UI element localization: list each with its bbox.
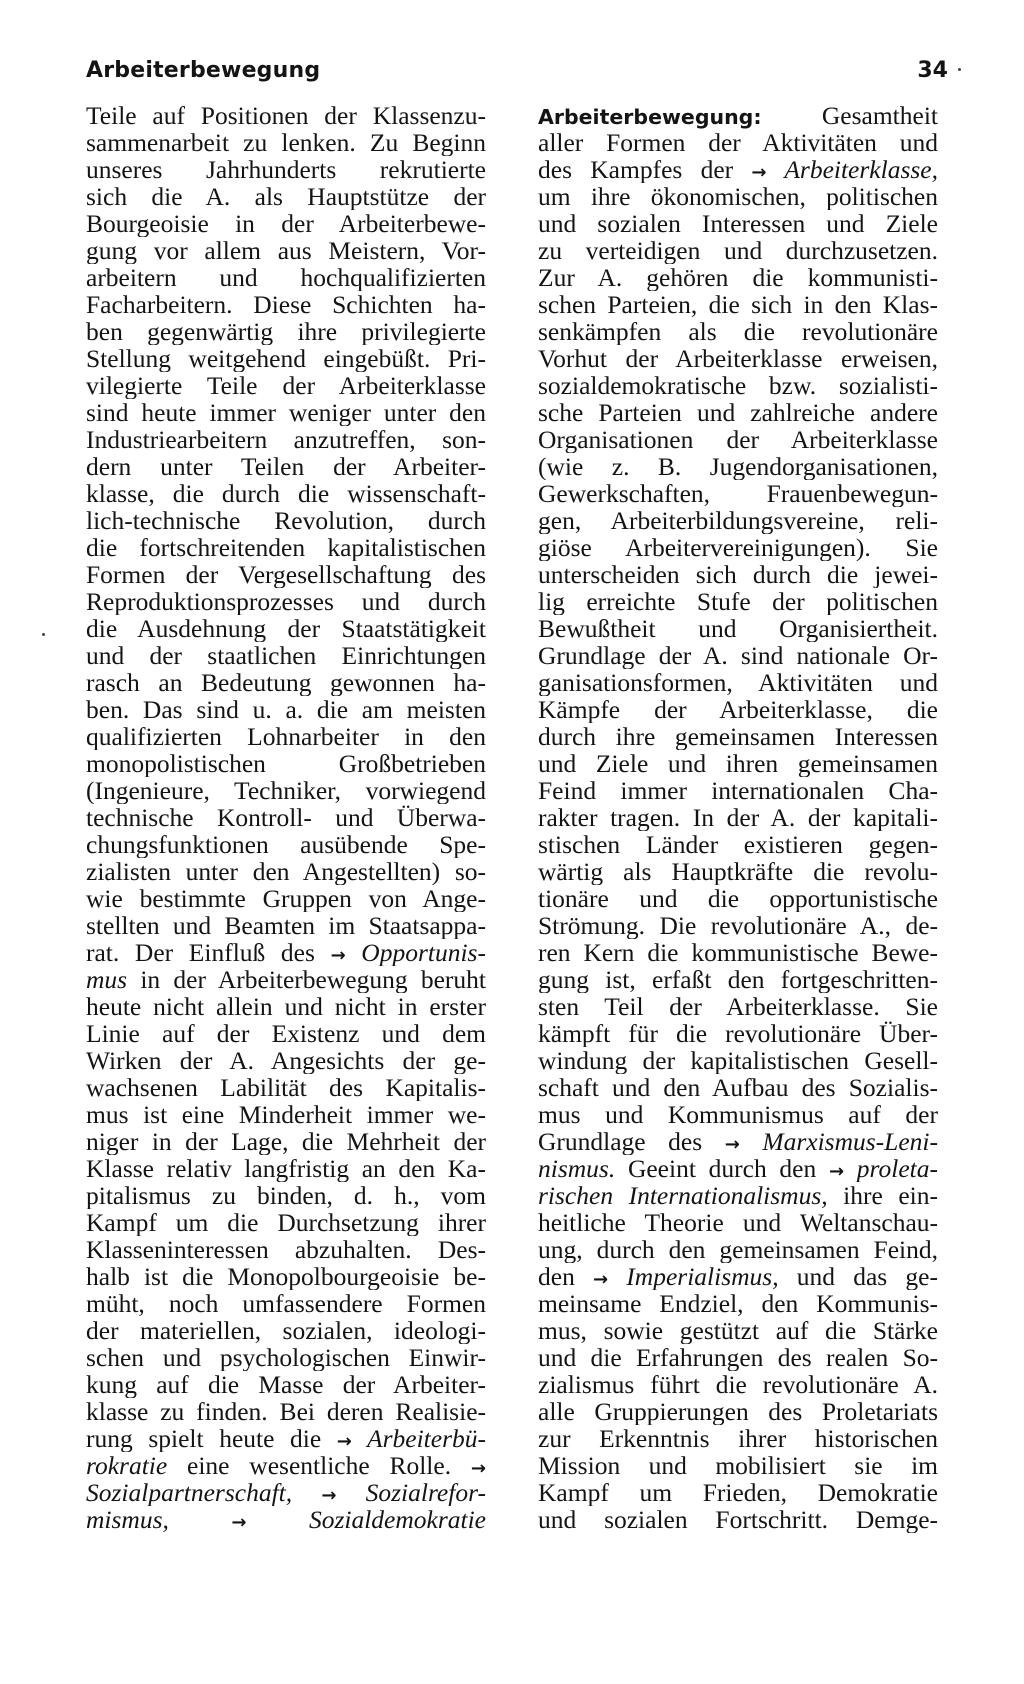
text-line: und die Erfahrungen des realen So-	[538, 1344, 938, 1371]
text-line: unterscheiden sich durch die jewei-	[538, 561, 938, 588]
text-line: kung auf die Masse der Arbeiter-	[86, 1371, 486, 1398]
text-line	[86, 1452, 486, 1479]
text-line: Teile auf Positionen der Klassenzu-	[86, 102, 486, 129]
text-segment: Geeint durch den	[615, 1155, 829, 1182]
text-line: zialismus führt die revolutionäre A.	[538, 1371, 938, 1398]
text-line: Bewußtheit und Organisiertheit.	[538, 615, 938, 642]
text-line: Kämpfe der Arbeiterklasse, die	[538, 696, 938, 723]
text-line: Stellung weitgehend eingebüßt. Pri-	[86, 345, 486, 372]
text-line: ben. Das sind u. a. die am meisten	[86, 696, 486, 723]
arrow-icon: →	[470, 1458, 486, 1479]
text-line: der materiellen, sozialen, ideologi-	[86, 1317, 486, 1344]
text-line: schen und psychologischen Einwir-	[86, 1344, 486, 1371]
text-line: Klasseninteressen abzuhalten. Des-	[86, 1236, 486, 1263]
text-line: wie bestimmte Gruppen von Ange-	[86, 885, 486, 912]
text-line: pitalismus zu binden, d. h., vom	[86, 1182, 486, 1209]
text-line: Zur A. gehören die kommunisti-	[538, 264, 938, 291]
text-line: sche Parteien und zahlreiche andere	[538, 399, 938, 426]
cross-reference: Marxismus-Leni-	[739, 1128, 938, 1155]
text-line: mus, sowie gestützt auf die Stärke	[538, 1317, 938, 1344]
text-line: Gewerkschaften, Frauenbewegun-	[538, 480, 938, 507]
text-line: meinsame Endziel, den Kommunis-	[538, 1290, 938, 1317]
text-line: (wie z. B. Jugendorganisationen,	[538, 453, 938, 480]
text-line: Grundlage der A. sind nationale Or-	[538, 642, 938, 669]
text-line: gen, Arbeiterbildungsvereine, reli-	[538, 507, 938, 534]
cross-reference: Sozialdemokratie	[246, 1506, 486, 1533]
text-line: schen Parteien, die sich in den Klas-	[538, 291, 938, 318]
text-line: sich die A. als Hauptstütze der	[86, 183, 486, 210]
text-line: Wirken der A. Angesichts der ge-	[86, 1047, 486, 1074]
text-line: Strömung. Die revolutionäre A., de-	[538, 912, 938, 939]
running-head	[86, 58, 962, 92]
cross-reference: Sozialpartnerschaft,	[86, 1479, 293, 1506]
text-line: müht, noch umfassendere Formen	[86, 1290, 486, 1317]
text-line: wachsenen Labilität des Kapitalis-	[86, 1074, 486, 1101]
text-line: sozialdemokratische bzw. sozialisti-	[538, 372, 938, 399]
text-line: Vorhut der Arbeiterklasse erweisen,	[538, 345, 938, 372]
cross-reference: rischen Internationalismus,	[538, 1182, 828, 1209]
text-segment	[292, 1479, 321, 1506]
text-line: klasse zu finden. Bei deren Realisie-	[86, 1398, 486, 1425]
text-line	[86, 966, 486, 993]
text-line: und sozialen Interessen und Ziele	[538, 210, 938, 237]
cross-reference: Opportunis-	[345, 939, 486, 966]
text-line: halb ist die Monopolbourgeoisie be-	[86, 1263, 486, 1290]
text-line: Feind immer internationalen Cha-	[538, 777, 938, 804]
text-line: rakter tragen. In der A. der kapitali-	[538, 804, 938, 831]
text-segment: eine wesentliche Rolle.	[167, 1452, 471, 1479]
text-line: heute nicht allein und nicht in erster	[86, 993, 486, 1020]
text-line: qualifizierten Lohnarbeiter in den	[86, 723, 486, 750]
right-column	[538, 102, 938, 1533]
text-line: klasse, die durch die wissenschaft-	[86, 480, 486, 507]
text-line: windung der kapitalistischen Gesell-	[538, 1047, 938, 1074]
text-line	[86, 1506, 486, 1533]
text-line	[538, 156, 938, 183]
text-line: Formen der Vergesellschaftung des	[86, 561, 486, 588]
text-line	[86, 1479, 486, 1506]
text-line: und Ziele und ihren gemeinsamen	[538, 750, 938, 777]
left-column	[86, 102, 486, 1533]
running-head-title: Arbeiterbewegung	[86, 58, 321, 83]
text-line	[538, 1155, 938, 1182]
text-line: lig erreichte Stufe der politischen	[538, 588, 938, 615]
arrow-icon: →	[751, 162, 767, 183]
cross-reference: Imperialismus,	[608, 1263, 779, 1290]
text-line: mus ist eine Minderheit immer we-	[86, 1101, 486, 1128]
text-line: und sozialen Fortschritt. Demge-	[538, 1506, 938, 1533]
arrow-icon: →	[336, 1431, 352, 1452]
text-line: um ihre ökonomischen, politischen	[538, 183, 938, 210]
text-line: dern unter Teilen der Arbeiter-	[86, 453, 486, 480]
cross-reference: proleta-	[844, 1155, 938, 1182]
text-line: gung vor allem aus Meistern, Vor-	[86, 237, 486, 264]
arrow-icon: →	[330, 945, 346, 966]
text-line: ganisationsformen, Aktivitäten und	[538, 669, 938, 696]
text-line: alle Gruppierungen des Proletariats	[538, 1398, 938, 1425]
text-line: rasch an Bedeutung gewonnen ha-	[86, 669, 486, 696]
text-line: giöse Arbeitervereinigungen). Sie	[538, 534, 938, 561]
text-line: tionäre und die opportunistische	[538, 885, 938, 912]
text-line: chungsfunktionen ausübende Spe-	[86, 831, 486, 858]
text-line: Facharbeitern. Diese Schichten ha-	[86, 291, 486, 318]
text-segment: rat. Der Einfluß des	[86, 939, 331, 966]
cross-reference: Arbeiterklasse,	[766, 156, 938, 183]
text-line	[538, 102, 938, 129]
arrow-icon: →	[828, 1161, 845, 1182]
cross-reference: mismus,	[86, 1506, 169, 1533]
cross-reference: mus	[86, 966, 128, 993]
page-number: 34	[917, 58, 948, 83]
text-line: sten Teil der Arbeiterklasse. Sie	[538, 993, 938, 1020]
text-line: (Ingenieure, Techniker, vorwiegend	[86, 777, 486, 804]
arrow-icon: →	[231, 1512, 247, 1533]
text-line	[86, 939, 486, 966]
text-line: Klasse relativ langfristig an den Ka-	[86, 1155, 486, 1182]
text-line	[86, 1425, 486, 1452]
text-line: Bourgeoisie in der Arbeiterbewe-	[86, 210, 486, 237]
cross-reference: nismus.	[538, 1155, 616, 1182]
text-line: senkämpfen als die revolutionäre	[538, 318, 938, 345]
scan-speck	[958, 68, 961, 71]
text-line: durch ihre gemeinsamen Interessen	[538, 723, 938, 750]
text-line: sind heute immer weniger unter den	[86, 399, 486, 426]
text-line: schaft und den Aufbau des Sozialis-	[538, 1074, 938, 1101]
text-segment: ihre ein-	[827, 1182, 938, 1209]
text-segment: Gesamtheit	[761, 102, 938, 129]
text-line: zialisten unter den Angestellten) so-	[86, 858, 486, 885]
text-line	[538, 1263, 938, 1290]
arrow-icon: →	[724, 1134, 740, 1155]
text-line: die fortschreitenden kapitalistischen	[86, 534, 486, 561]
text-line: und der staatlichen Einrichtungen	[86, 642, 486, 669]
text-line: monopolistischen Großbetrieben	[86, 750, 486, 777]
text-line: aller Formen der Aktivitäten und	[538, 129, 938, 156]
scan-speck	[42, 633, 45, 636]
text-line: Kampf um Frieden, Demokratie	[538, 1479, 938, 1506]
text-line: Kampf um die Durchsetzung ihrer	[86, 1209, 486, 1236]
text-line: niger in der Lage, die Mehrheit der	[86, 1128, 486, 1155]
cross-reference: Arbeiterbü-	[351, 1425, 486, 1452]
text-segment: den	[538, 1263, 594, 1290]
text-line	[538, 1128, 938, 1155]
text-line: mus und Kommunismus auf der	[538, 1101, 938, 1128]
text-segment: in der Arbeiterbewegung beruht	[127, 966, 486, 993]
text-line: Industriearbeitern anzutreffen, son-	[86, 426, 486, 453]
arrow-icon: →	[321, 1485, 337, 1506]
text-segment	[169, 1506, 231, 1533]
text-line: die Ausdehnung der Staatstätigkeit	[86, 615, 486, 642]
text-line	[538, 1182, 938, 1209]
text-line: arbeitern und hochqualifizierten	[86, 264, 486, 291]
text-segment: des Kampfes der	[538, 156, 752, 183]
cross-reference: Sozialrefor-	[336, 1479, 486, 1506]
text-line: sammenarbeit zu lenken. Zu Beginn	[86, 129, 486, 156]
text-line: vilegierte Teile der Arbeiterklasse	[86, 372, 486, 399]
text-line: ben gegenwärtig ihre privilegierte	[86, 318, 486, 345]
text-line: zu verteidigen und durchzusetzen.	[538, 237, 938, 264]
text-line: stischen Länder existieren gegen-	[538, 831, 938, 858]
text-line: technische Kontroll- und Überwa-	[86, 804, 486, 831]
text-line: ren Kern die kommunistische Bewe-	[538, 939, 938, 966]
text-line: Organisationen der Arbeiterklasse	[538, 426, 938, 453]
cross-reference: rokratie	[86, 1452, 168, 1479]
text-segment: Grundlage des	[538, 1128, 725, 1155]
text-line: Linie auf der Existenz und dem	[86, 1020, 486, 1047]
text-line: unseres Jahrhunderts rekrutierte	[86, 156, 486, 183]
text-line: Reproduktionsprozesses und durch	[86, 588, 486, 615]
text-line: ung, durch den gemeinsamen Feind,	[538, 1236, 938, 1263]
text-line: lich-technische Revolution, durch	[86, 507, 486, 534]
arrow-icon: →	[593, 1269, 609, 1290]
entry-headword: Arbeiterbewegung:	[538, 105, 762, 129]
text-line: heitliche Theorie und Weltanschau-	[538, 1209, 938, 1236]
text-segment: und das ge-	[778, 1263, 938, 1290]
text-line: kämpft für die revolutionäre Über-	[538, 1020, 938, 1047]
text-line: gung ist, erfaßt den fortgeschritten-	[538, 966, 938, 993]
text-line: stellten und Beamten im Staatsappa-	[86, 912, 486, 939]
text-segment: rung spielt heute die	[86, 1425, 337, 1452]
text-line: Mission und mobilisiert sie im	[538, 1452, 938, 1479]
text-line: wärtig als Hauptkräfte die revolu-	[538, 858, 938, 885]
text-line: zur Erkenntnis ihrer historischen	[538, 1425, 938, 1452]
